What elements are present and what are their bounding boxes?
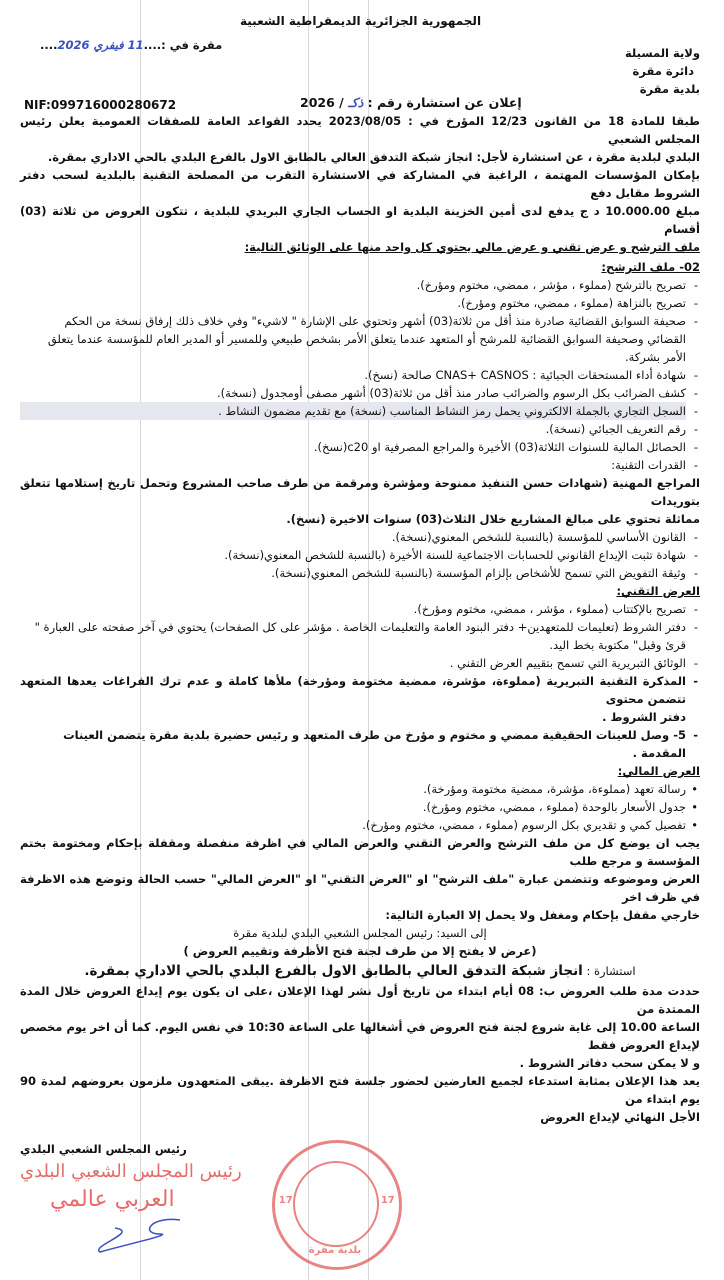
baladia: بلدية مقرة [639,82,700,96]
place-date [40,36,222,54]
intro-line: البلدي لبلدية مقرة ، عن استشارة لأجل: انجاز شبكة التدفق العالي بالطابق الاول بالفرع البلدي بالحي الاداري بمقرة. [47,150,700,164]
document-body [0,112,724,1280]
place-date-value: 11 فيفري 2026 [57,38,144,52]
list-item: • تفصيل كمي و تقديري بكل الرسوم (مملوء ، ممضي، مختوم ومؤرخ). [20,816,686,834]
intro-line: مبلغ 10.000.00 د ج يدفع لدى أمين الخزينة البلدية او الحساب الجاري البريدي للبلدية ، تتكون العروض من ثلاثة (03) أقسام [20,204,700,236]
list-item: - كشف الضرائب بكل الرسوم والضرائب صادر منذ أقل من ثلاثة(03) أشهر مصفى أومجدول (نسخة). [20,384,686,402]
signer-name-line2: العربي عالمي [50,1187,175,1212]
list-item: - المذكرة التقنية التبريرية (مملوءة، مؤشرة، ممضية مختومة ومؤرخة) ملأها كاملة و عدم ترك الفراغات يعدها المتعهد تتضمن محتوى [20,672,686,708]
financial-title: العرض المالي: [617,764,700,778]
place-date-tail: .... [40,38,58,52]
wilaya: ولاية المسيلة [624,46,700,60]
stamp-text: بلدية مقرة [308,1245,362,1256]
list-item: - شهادة أداء المستحقات الجبائية : CNAS+ CASNOS صالحة (نسخ). [20,366,686,384]
list-item: - السجل التجاري بالجملة الالكتروني يحمل رمز النشاط المناسب (نسخة) مع تقديم مضمون النشاط . [20,402,686,420]
list-item: • رسالة تعهد (مملوءة، مؤشرة، ممضية مختومة ومؤرخة). [20,780,686,798]
list-item-cont: قرئ وقبل" مكتوبة بخط اليد. [549,638,686,652]
list-item: - القانون الأساسي للمؤسسة (بالنسبة للشخص المعنوي(نسخة). [20,528,686,546]
official-stamp [272,1140,402,1270]
envelope-line: خارجي مقفل بإحكام ومغفل ولا يحمل إلا العبارة التالية: [385,908,700,922]
place-date-label: مقرة في :.... [143,38,223,52]
envelope-line: العرض وموضوعه وتتضمن عبارة "ملف الترشح" او "العرض التقني" او "العرض المالي" حسب الحالة وتوضع هذه الاظرفة في ظرف اخر [20,872,700,904]
list-item-cont: مماثلة تحتوي على مبالغ المشاريع خلال الثلاث(03) سنوات الاخيرة (نسخ). [286,512,700,526]
candidacy-title: 02- ملف الترشح: [601,260,700,274]
consult-label: استشارة : [586,964,636,978]
handwritten-signature [80,1214,190,1254]
closing-line: الساعة 10.00 إلى غاية شروع لجنة فتح العروض في أشغالها على الساعة 10:30 في نفس اليوم. كما أن اخر يوم مخصص لإيداع العروض فقط [20,1020,700,1052]
list-item: - تصريح بالترشح (مملوء ، مؤشر ، ممضي، مختوم ومؤرخ). [20,276,686,294]
list-item: - رقم التعريف الجبائي (نسخة). [20,420,686,438]
list-item: - 5- وصل للعينات الحقيقية ممضي و مختوم و مؤرخ من طرف المتعهد و رئيس حضيرة بلدية مقرة يتضمن العينات المقدمة . [20,726,686,762]
republic-title: الجمهورية الجزائرية الديمقراطية الشعبية [240,14,482,28]
consult-subject: انجاز شبكة التدفق العالي بالطابق الاول بالفرع البلدي بالحي الاداري بمقرة. [84,963,583,979]
list-item: - الوثائق التبريرية التي تسمح بتقييم العرض التقني . [20,654,686,672]
announce-label: إعلان عن استشارة رقم : [367,95,522,110]
list-item-cont: دفتر الشروط . [602,710,686,724]
list-item: - الحصائل المالية للسنوات الثلاثة(03) الأخيرة والمراجع المصرفية او c20(نسخ). [20,438,686,456]
closing-line: الأجل النهائي لإيداع العروض [540,1110,700,1124]
announce-year: / 2026 [300,95,344,110]
address-to: إلى السيد: رئيس المجلس الشعبي البلدي لبلدية مقرة [233,926,487,940]
signature-block [20,1140,700,1280]
list-item: المراجع المهنية (شهادات حسن التنفيذ ممنوحة ومؤشرة ومرقمة من طرف صاحب المشروع وتحمل تاريخ إستلامها تتعلق بتوريدات [20,476,700,508]
stamp-number: 17 [380,1195,395,1206]
nif: NIF:099716000280672 [24,98,177,112]
signer-name-line1: رئيس المجلس الشعبي البلدي [20,1161,242,1182]
technical-title: العرض التقني: [616,584,700,598]
list-item-cont: الأمر بشركة. [624,350,686,364]
list-item: - تصريح بالنزاهة (مملوء ، ممضي، مختوم ومؤرخ). [20,294,686,312]
envelope-line: يجب ان يوضع كل من ملف الترشح والعرض التقني والعرض المالي في اظرفة منفصلة ومقفلة بإحكام ومختومة بختم المؤسسة و مرجع طلب [20,836,700,868]
closing-line: يعد هذا الإعلان بمثابة استدعاء لجميع العارضين لحضور جلسة فتح الاظرفة .يبقى المتعهدون ملزمون بعروضهم لمدة 90 يوم ابتداء من [20,1074,700,1106]
stamp-number: 17 [278,1195,293,1206]
address-consult [20,960,700,982]
list-item: - القدرات التقنية: [20,456,686,474]
closing-line: حددت مدة طلب العروض ب: 08 أيام ابتداء من تاريخ أول نشر لهذا الإعلان ،على ان يكون يوم إيداع العروض خلال المدة الممتدة من [20,984,700,1016]
list-item: - صحيفة السوابق القضائية صادرة منذ أقل من ثلاثة(03) أشهر وتحتوي على الإشارة " لاشيء" وفي خلاف ذلك إرفاق نسخة من الحكم [20,312,686,330]
document-header [0,0,724,112]
announce-title [300,94,522,112]
address-note: (عرض لا يفتح إلا من طرف لجنة فتح الأظرفة وتقييم العروض ) [183,944,537,958]
signature-title: رئيس المجلس الشعبي البلدي [20,1142,187,1156]
closing-line: و لا يمكن سحب دفاتر الشروط . [519,1056,700,1070]
list-item: • جدول الأسعار بالوحدة (مملوء ، ممضي، مختوم ومؤرخ). [20,798,686,816]
list-item: - دفتر الشروط (تعليمات للمتعهدين+ دفتر البنود العامة والتعليمات الخاصة . مؤشر على كل الصفحات) يحتوي في آخر صفحته على العبارة " [20,618,686,636]
intro-line: طبقا للمادة 18 من القانون 12/23 المؤرخ في : 2023/08/05 يحدد القواعد العامة للصفقات العمومية يعلن رئيس المجلس الشعبي [20,114,701,146]
list-item: - وثيقة التفويض التي تسمح للأشخاص بإلزام المؤسسة (بالنسبة للشخص المعنوي(نسخة). [20,564,686,582]
intro-line: ملف الترشح و عرض تقني و عرض مالي يحتوي كل واحد منها على الوثائق التالية: [244,240,700,254]
intro-line: بإمكان المؤسسات المهتمة ، الراغبة في المشاركة في الاستشارة التقرب من المصلحة التقنية بالبلدية لسحب دفتر الشروط مقابل دفع [20,168,700,200]
signature-column [20,1140,242,1254]
list-item: - شهادة تثبت الإيداع القانوني للحسابات الاجتماعية للسنة الأخيرة (بالنسبة للشخص المعنوي(نسخة). [20,546,686,564]
list-item-cont: القضائي وصحيفة السوابق القضائية للمرشح أو المتعهد عندما يتعلق الأمر بشخص طبيعي وللمسير أو المدير العام للمؤسسة عندما يتعلق [47,332,686,346]
list-item: - تصريح بالإكتتاب (مملوء ، مؤشر ، ممضي، مختوم ومؤرخ). [20,600,686,618]
announce-number: ذكـ [348,95,364,110]
daira: دائرة مقرة [632,64,694,78]
